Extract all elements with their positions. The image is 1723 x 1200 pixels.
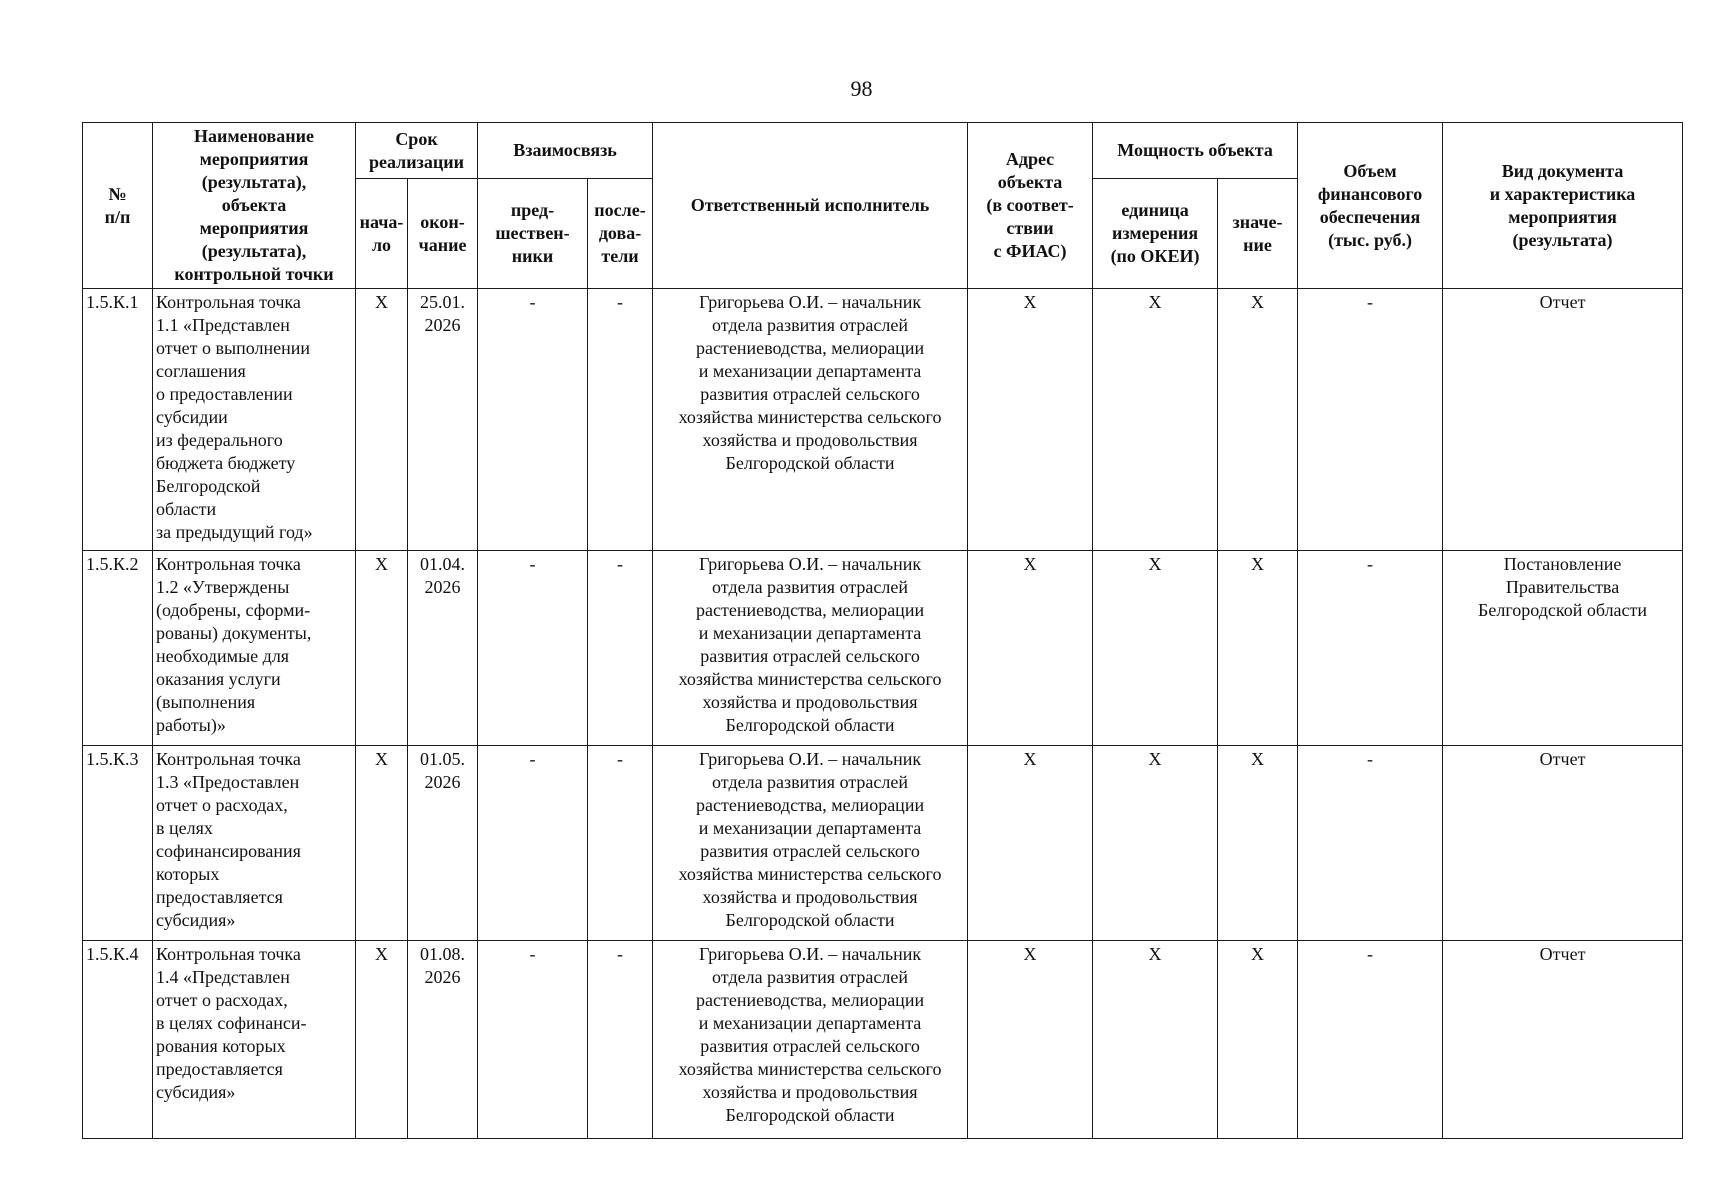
cell-num: 1.5.К.1: [83, 289, 153, 551]
cell-value: X: [1218, 746, 1298, 941]
cell-unit: X: [1093, 746, 1218, 941]
cell-unit: X: [1093, 551, 1218, 746]
cell-pred: -: [478, 746, 588, 941]
cell-name: Контрольная точка 1.4 «Представлен отчет о расходах, в целях софинанси- рования которых предоставляется субсидия»: [153, 941, 356, 1139]
table-row: [83, 551, 1683, 746]
header-address: Адрес объекта (в соответ- ствии с ФИАС): [968, 123, 1093, 289]
cell-name: Контрольная точка 1.1 «Представлен отчет о выполнении соглашения о предоставлении субсидии из федерального бюджета бюджету Белгородской области за предыдущий год»: [153, 289, 356, 551]
table-header: [83, 123, 1683, 289]
cell-executor: Григорьева О.И. – начальник отдела развития отраслей растениеводства, мелиорации и механизации департамента развития отраслей сельского хозяйства министерства сельского хозяйства и продовольствия Белгородской области: [653, 289, 968, 551]
control-points-table: [82, 122, 1683, 1139]
cell-finance: -: [1298, 746, 1443, 941]
cell-start: X: [356, 289, 408, 551]
cell-end: 01.08. 2026: [408, 941, 478, 1139]
table-row: [83, 941, 1683, 1139]
cell-start: X: [356, 551, 408, 746]
cell-num: 1.5.К.2: [83, 551, 153, 746]
cell-name: Контрольная точка 1.2 «Утверждены (одобрены, сформи- рованы) документы, необходимые для оказания услуги (выполнения работы)»: [153, 551, 356, 746]
header-finance: Объем финансового обеспечения (тыс. руб.): [1298, 123, 1443, 289]
cell-succ: -: [588, 746, 653, 941]
table-row: [83, 746, 1683, 941]
cell-unit: X: [1093, 941, 1218, 1139]
cell-executor: Григорьева О.И. – начальник отдела развития отраслей растениеводства, мелиорации и механизации департамента развития отраслей сельского хозяйства министерства сельского хозяйства и продовольствия Белгородской области: [653, 551, 968, 746]
header-term-end: окон- чание: [408, 179, 478, 289]
header-cap-value: значе- ние: [1218, 179, 1298, 289]
cell-end: 25.01. 2026: [408, 289, 478, 551]
cell-num: 1.5.К.4: [83, 941, 153, 1139]
cell-finance: -: [1298, 289, 1443, 551]
cell-address: X: [968, 551, 1093, 746]
page-number: 98: [850, 76, 873, 101]
header-rel-pred: пред- шествен- ники: [478, 179, 588, 289]
cell-executor: Григорьева О.И. – начальник отдела развития отраслей растениеводства, мелиорации и механизации департамента развития отраслей сельского хозяйства министерства сельского хозяйства и продовольствия Белгородской области: [653, 746, 968, 941]
cell-end: 01.05. 2026: [408, 746, 478, 941]
cell-succ: -: [588, 289, 653, 551]
header-term: Срок реализации: [356, 123, 478, 179]
header-relation: Взаимосвязь: [478, 123, 653, 179]
cell-name: Контрольная точка 1.3 «Предоставлен отчет о расходах, в целях софинансирования которых предоставляется субсидия»: [153, 746, 356, 941]
cell-start: X: [356, 941, 408, 1139]
header-executor: Ответственный исполнитель: [653, 123, 968, 289]
cell-value: X: [1218, 289, 1298, 551]
cell-doc: Отчет: [1443, 746, 1683, 941]
cell-doc: Отчет: [1443, 941, 1683, 1139]
header-cap-unit: единица измерения (по ОКЕИ): [1093, 179, 1218, 289]
cell-unit: X: [1093, 289, 1218, 551]
header-doc: Вид документа и характеристика мероприятия (результата): [1443, 123, 1683, 289]
cell-address: X: [968, 941, 1093, 1139]
cell-finance: -: [1298, 941, 1443, 1139]
cell-value: X: [1218, 551, 1298, 746]
cell-doc: Отчет: [1443, 289, 1683, 551]
cell-address: X: [968, 746, 1093, 941]
cell-pred: -: [478, 289, 588, 551]
cell-doc: Постановление Правительства Белгородской области: [1443, 551, 1683, 746]
cell-end: 01.04. 2026: [408, 551, 478, 746]
cell-value: X: [1218, 941, 1298, 1139]
cell-pred: -: [478, 941, 588, 1139]
cell-succ: -: [588, 551, 653, 746]
cell-start: X: [356, 746, 408, 941]
cell-num: 1.5.К.3: [83, 746, 153, 941]
header-term-start: нача- ло: [356, 179, 408, 289]
cell-succ: -: [588, 941, 653, 1139]
cell-finance: -: [1298, 551, 1443, 746]
table-row: [83, 289, 1683, 551]
cell-address: X: [968, 289, 1093, 551]
header-rel-succ: после- дова- тели: [588, 179, 653, 289]
cell-pred: -: [478, 551, 588, 746]
header-capacity: Мощность объекта: [1093, 123, 1298, 179]
header-num: № п/п: [83, 123, 153, 289]
cell-executor: Григорьева О.И. – начальник отдела развития отраслей растениеводства, мелиорации и механизации департамента развития отраслей сельского хозяйства министерства сельского хозяйства и продовольствия Белгородской области: [653, 941, 968, 1139]
header-name: Наименование мероприятия (результата), объекта мероприятия (результата), контрольной точки: [153, 123, 356, 289]
